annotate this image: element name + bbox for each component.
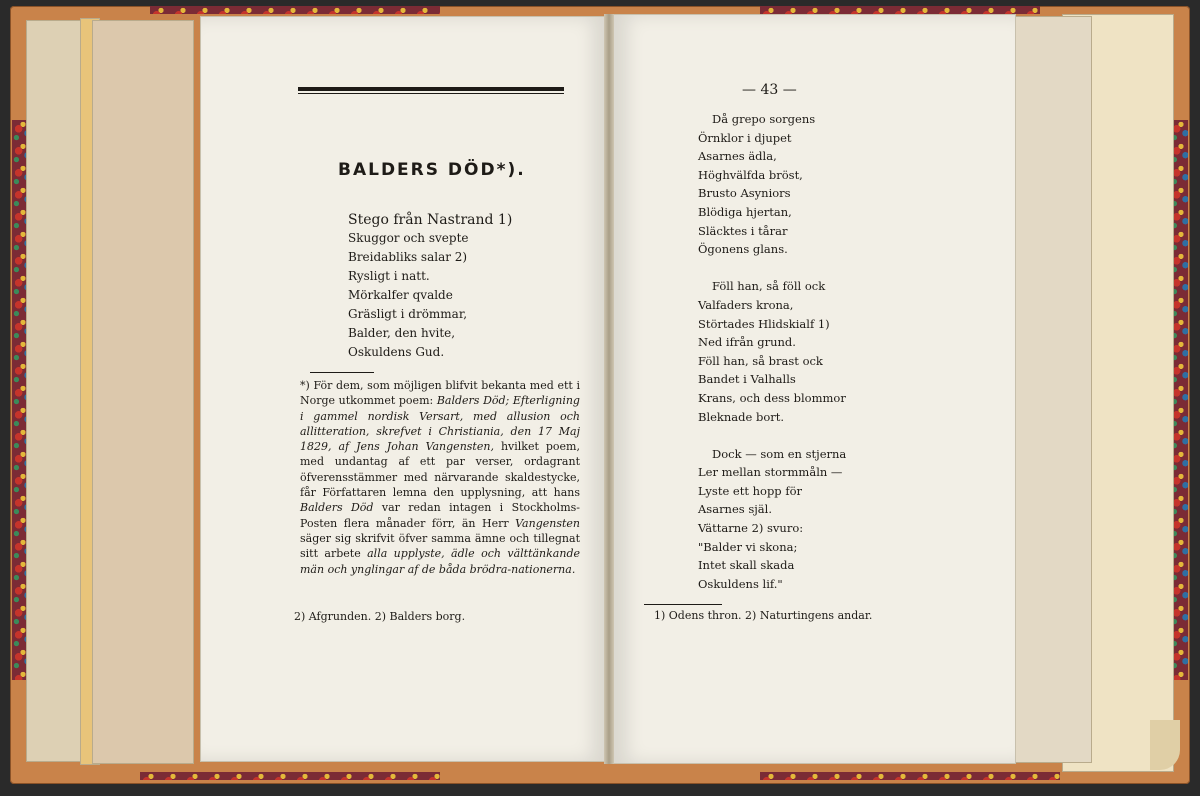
footnote-rule bbox=[310, 372, 374, 373]
poem-line: Brusto Asyniors bbox=[698, 186, 791, 201]
poem-right bbox=[698, 110, 846, 612]
poem-line: Krans, och dess blommor bbox=[698, 390, 846, 405]
marbled-edge bbox=[760, 6, 1040, 14]
poem-line: "Balder vi skona; bbox=[698, 539, 798, 554]
poem-line: Ned ifrån grund. bbox=[698, 335, 796, 350]
poem-title: BALDERS DÖD*). bbox=[338, 160, 526, 180]
poem-line: Lyste ett hopp för bbox=[698, 483, 803, 498]
page-stack-right bbox=[1010, 16, 1092, 763]
page-number: — 43 — bbox=[742, 82, 797, 98]
poem-stanza bbox=[698, 277, 846, 426]
poem-line: Släcktes i tårar bbox=[698, 223, 788, 238]
poem-line: Föll han, så brast ock bbox=[698, 353, 823, 368]
poem-line: Asarnes ädla, bbox=[698, 149, 777, 164]
poem-line: Breidabliks salar 2) bbox=[348, 250, 468, 264]
header-rule bbox=[298, 93, 564, 94]
poem-line: Skuggor och svepte bbox=[348, 231, 469, 245]
poem-line: Stego från Nastrand 1) bbox=[348, 212, 513, 228]
poem-line: Rysligt i natt. bbox=[348, 269, 430, 283]
poem-line: Intet skall skada bbox=[698, 558, 795, 573]
poem-line: Oskuldens Gud. bbox=[348, 345, 445, 359]
poem-line: Balder, den hvite, bbox=[348, 326, 456, 340]
poem-stanza-left bbox=[348, 212, 512, 364]
poem-line: Dock — som en stjerna bbox=[712, 446, 847, 461]
poem-line: Blödiga hjertan, bbox=[698, 204, 792, 219]
poem-line: Mörkalfer qvalde bbox=[348, 288, 453, 302]
footnote-notes-right: 1) Odens thron. 2) Naturtingens andar. bbox=[654, 609, 873, 622]
marbled-edge bbox=[150, 6, 440, 14]
poem-line: Oskuldens lif." bbox=[698, 576, 783, 591]
poem-stanza bbox=[698, 445, 846, 594]
header-rule bbox=[298, 87, 564, 91]
poem-stanza bbox=[698, 110, 846, 259]
poem-line: Asarnes själ. bbox=[698, 502, 772, 517]
marbled-edge bbox=[12, 120, 26, 680]
page-stack-left bbox=[26, 20, 88, 762]
poem-line: Vättarne 2) svuro: bbox=[698, 521, 804, 536]
marbled-edge bbox=[140, 772, 440, 780]
footnote-rule bbox=[644, 604, 722, 605]
poem-line: Höghvälfda bröst, bbox=[698, 167, 803, 182]
marbled-edge bbox=[760, 772, 1060, 780]
footnote-notes-left: 2) Afgrunden. 2) Balders borg. bbox=[294, 610, 466, 623]
poem-line: Ler mellan stormmåln — bbox=[698, 465, 843, 480]
poem-line: Då grepo sorgens bbox=[712, 112, 816, 126]
poem-line: Ögonens glans. bbox=[698, 242, 788, 257]
poem-line: Bleknade bort. bbox=[698, 409, 785, 424]
folded-corner bbox=[1150, 720, 1180, 770]
poem-line: Bandet i Valhalls bbox=[698, 372, 796, 387]
poem-line: Störtades Hlidskialf 1) bbox=[698, 316, 830, 331]
book-gutter bbox=[604, 14, 614, 764]
poem-line: Örnklor i djupet bbox=[698, 130, 792, 145]
poem-line: Gräsligt i drömmar, bbox=[348, 307, 468, 321]
page-stack-left bbox=[92, 20, 194, 764]
poem-line: Föll han, så föll ock bbox=[712, 279, 826, 294]
poem-line: Valfaders krona, bbox=[698, 297, 794, 312]
footnote: *) För dem, som möjligen blifvit bekanta med ett i Norge utkommet poem: Balders Död; Efterligning i gammel nordisk Versart, med allusion och allitteration, skrefvet i Christiania, den 17 Maj 1829, af Jens Johan Vangensten, hvilket poem, med undantag af ett par verser, ordagrant öfverensstämmer med närvarande skaldestycke, får Författaren lemna den upplysning, att hans Balders Död var redan intagen i Stockholms-Posten flera månader förr, än Herr Vangensten säger sig skrifvit öfver samma ämne och tillegnat sitt arbete alla upplyste, ädle och välttänkande män och ynglingar af de båda brödra-nationerna. bbox=[300, 379, 580, 576]
